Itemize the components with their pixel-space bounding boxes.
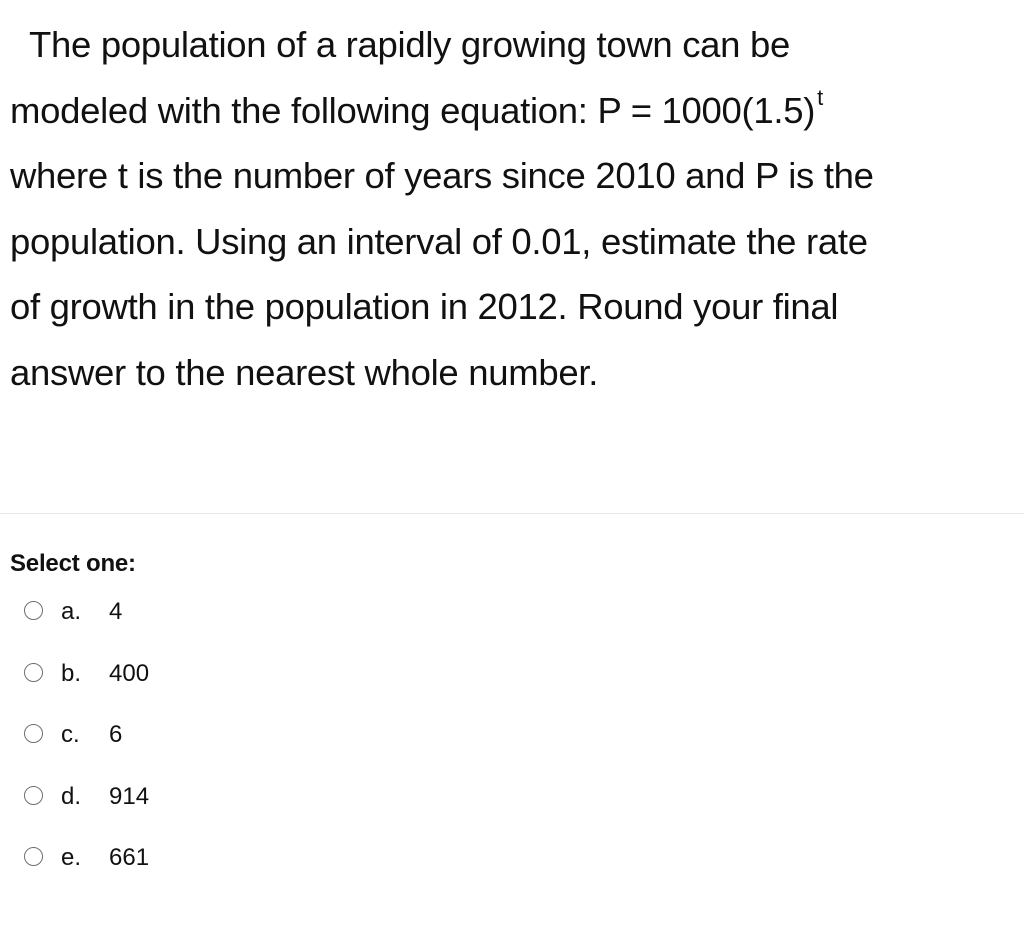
radio-button-c[interactable]: [24, 724, 43, 743]
question-line-5: of growth in the population in 2012. Round your final: [10, 286, 839, 327]
option-text[interactable]: 661: [109, 844, 150, 871]
option-letter: d.: [61, 782, 82, 810]
question-line-6: answer to the nearest whole number.: [10, 351, 599, 393]
select-one-label: Select one:: [10, 550, 136, 577]
option-text[interactable]: 4: [109, 598, 123, 625]
equation-exponent: t: [817, 84, 823, 110]
question-line-2: [10, 78, 1015, 144]
option-text[interactable]: 400: [109, 659, 150, 687]
option-d[interactable]: [0, 767, 600, 829]
question-text: [10, 12, 1015, 405]
option-e[interactable]: [0, 828, 600, 890]
question-line-4: population. Using an interval of 0.01, estimate the rate: [10, 220, 868, 262]
radio-button-a[interactable]: [24, 601, 43, 620]
question-line-3: where t is the number of years since 2010 and P is the: [10, 155, 874, 196]
option-letter: b.: [61, 659, 82, 687]
option-b[interactable]: [0, 644, 600, 706]
option-text[interactable]: 914: [109, 782, 150, 810]
radio-button-d[interactable]: [24, 786, 43, 805]
divider: [0, 513, 1024, 514]
option-c[interactable]: [0, 705, 600, 767]
question-line-1: The population of a rapidly growing town can be: [29, 24, 791, 65]
answer-options: [0, 582, 600, 890]
equation-text: modeled with the following equation: P = 1000(1.5): [10, 89, 816, 131]
option-a[interactable]: [0, 582, 600, 644]
option-text[interactable]: 6: [109, 721, 123, 748]
option-letter: e.: [61, 844, 82, 871]
option-letter: a.: [61, 598, 82, 625]
option-letter: c.: [61, 721, 80, 748]
radio-button-e[interactable]: [24, 847, 43, 866]
radio-button-b[interactable]: [24, 663, 43, 682]
